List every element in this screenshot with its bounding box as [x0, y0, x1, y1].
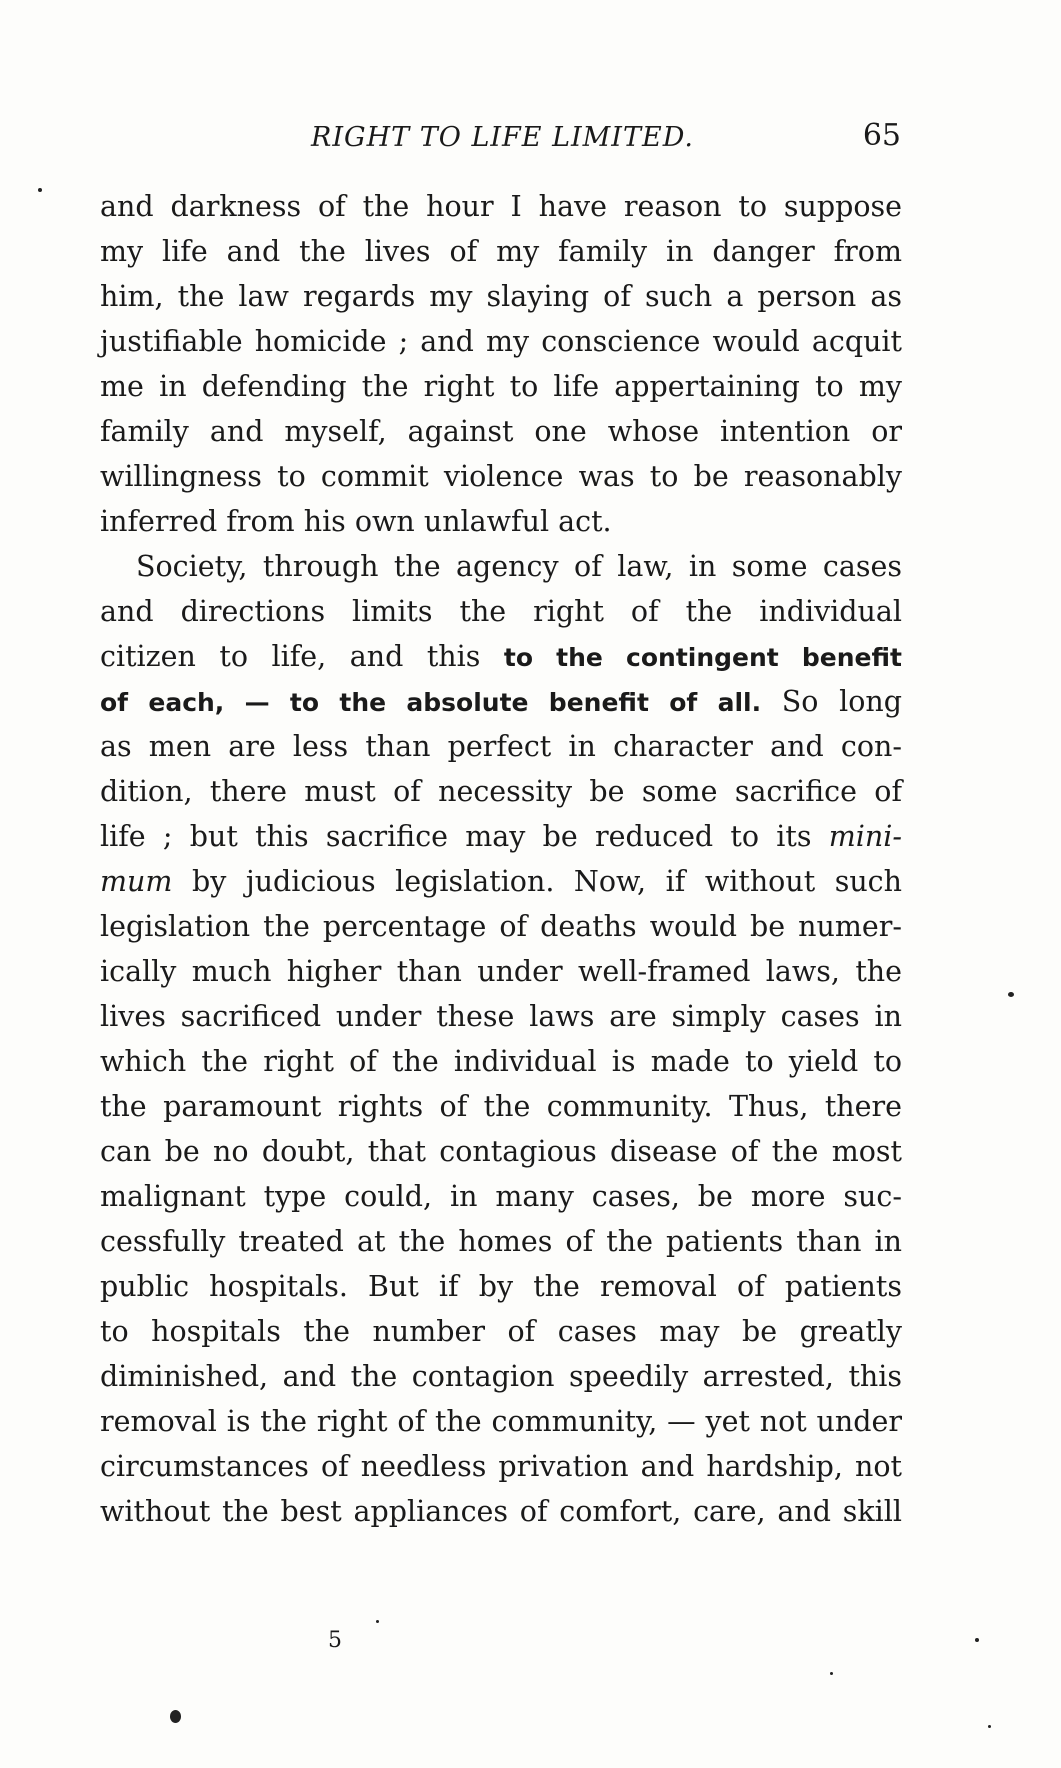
signature-mark: 5	[328, 1628, 342, 1653]
text-line: public hospitals. But if by the removal of patients	[100, 1270, 902, 1303]
text-run: citizen to life, and this	[100, 640, 504, 673]
scan-speck	[38, 188, 42, 192]
text-line: which the right of the individual is made to yield to	[100, 1045, 902, 1078]
text-line: removal is the right of the community, — yet not under	[100, 1405, 902, 1438]
text-line: family and myself, against one whose intention or	[100, 415, 902, 448]
text-line: justifiable homicide ; and my conscience would acquit	[100, 325, 902, 358]
text-line: ically much higher than under well-framed laws, the	[100, 955, 902, 988]
running-title: RIGHT TO LIFE LIMITED.	[311, 122, 694, 153]
italic-text-run: mum	[100, 865, 173, 898]
text-line: cessfully treated at the homes of the patients than in	[100, 1225, 902, 1258]
scan-speck	[1008, 992, 1014, 997]
text-line: diminished, and the contagion speedily arrested, this	[100, 1360, 902, 1393]
text-line: me in defending the right to life appertaining to my	[100, 370, 902, 403]
text-line: inferred from his own unlawful act.	[100, 505, 612, 538]
scan-speck	[988, 1725, 991, 1728]
text-line: dition, there must of necessity be some sacrifice of	[100, 775, 902, 808]
text-run: life ; but this sacrifice may be reduced to its	[100, 820, 829, 853]
italic-text-run: mini-	[828, 820, 902, 853]
scan-speck	[975, 1638, 979, 1642]
text-line: malignant type could, in many cases, be more suc-	[100, 1180, 902, 1213]
text-line	[100, 634, 902, 679]
text-line: him, the law regards my slaying of such a person as	[100, 280, 902, 313]
text-line: and darkness of the hour I have reason to suppose	[100, 190, 902, 223]
bold-text-run: of each, — to the absolute benefit of all.	[100, 688, 762, 717]
text-line: legislation the percentage of deaths would be numer-	[100, 910, 902, 943]
text-run: So long	[761, 685, 902, 718]
text-line: lives sacrificed under these laws are simply cases in	[100, 1000, 902, 1033]
scan-speck	[376, 1620, 379, 1623]
text-line: can be no doubt, that contagious disease of the most	[100, 1135, 902, 1168]
text-line	[100, 679, 902, 724]
page-number: 65	[862, 118, 901, 153]
text-line: the paramount rights of the community. Thus, there	[100, 1090, 902, 1123]
scan-speck	[830, 1672, 833, 1675]
text-line: as men are less than perfect in character and con-	[100, 730, 902, 763]
text-line	[100, 814, 902, 859]
scan-speck	[170, 1710, 181, 1723]
text-line: without the best appliances of comfort, care, and skill	[100, 1495, 902, 1528]
text-line: and directions limits the right of the individual	[100, 595, 902, 628]
running-head	[100, 118, 905, 158]
text-line: Society, through the agency of law, in some cases	[136, 550, 902, 583]
text-line: my life and the lives of my family in danger from	[100, 235, 902, 268]
body-text	[100, 184, 902, 1534]
text-run: by judicious legislation. Now, if without such	[172, 865, 902, 898]
text-line: circumstances of needless privation and hardship, not	[100, 1450, 902, 1483]
bold-text-run: to the contingent benefit	[503, 643, 902, 672]
text-line: to hospitals the number of cases may be greatly	[100, 1315, 902, 1348]
text-line	[100, 859, 902, 904]
text-line: willingness to commit violence was to be reasonably	[100, 460, 902, 493]
